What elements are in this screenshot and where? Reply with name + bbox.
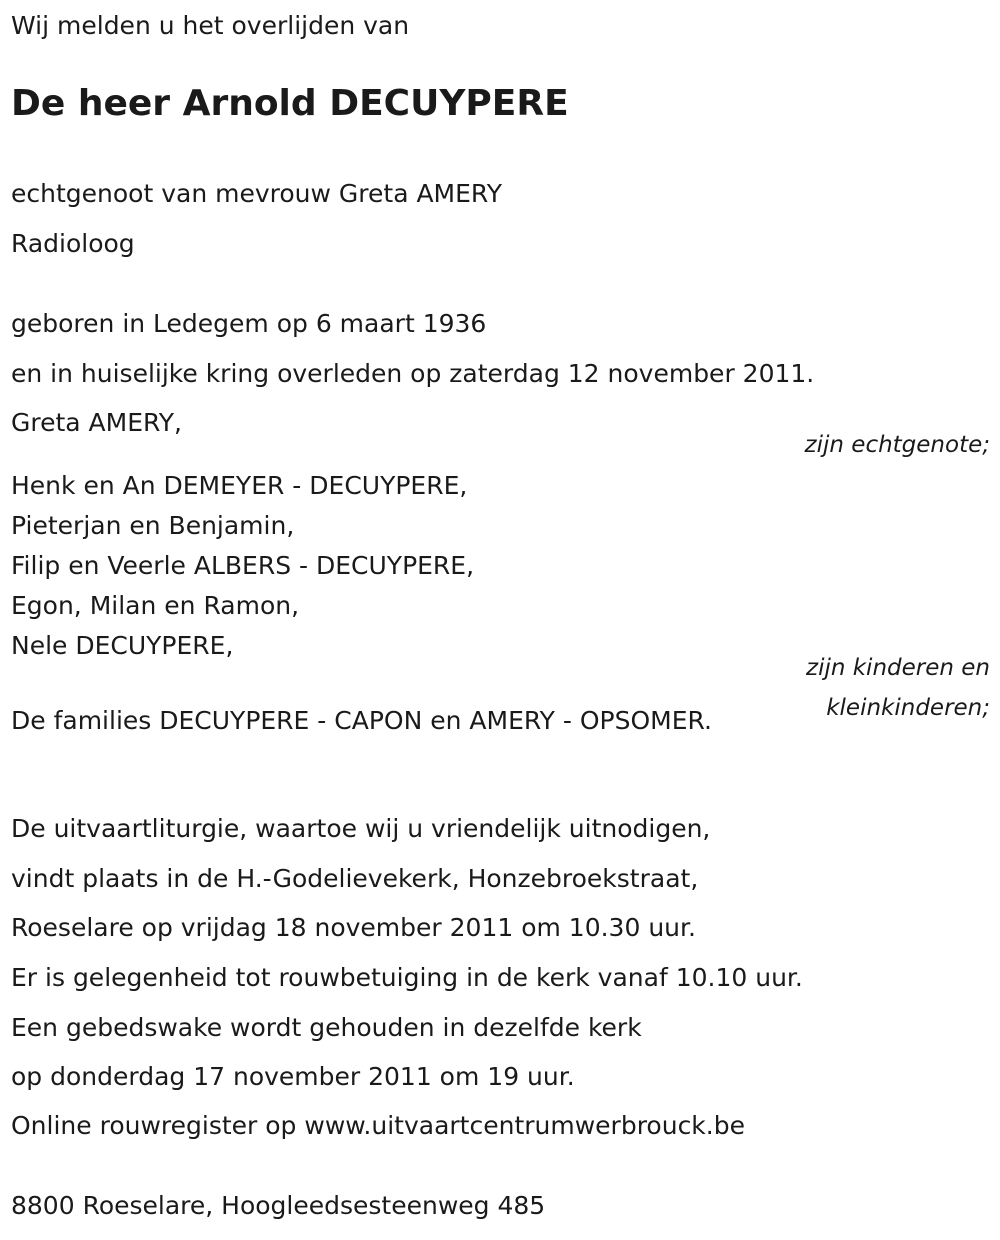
funeral-line: Een gebedswake wordt gehouden in dezelfde kerk [11, 1013, 642, 1042]
death-line: en in huiselijke kring overleden op zaterdag 12 november 2011. [11, 359, 815, 388]
spouse-role: zijn echtgenote; [804, 432, 990, 458]
address-line: 8800 Roeselare, Hoogleedsesteenweg 485 [11, 1191, 546, 1220]
notice-intro: Wij melden u het overlijden van [11, 11, 410, 40]
funeral-line: vindt plaats in de H.-Godelievekerk, Honzebroekstraat, [11, 864, 699, 893]
families-line: De families DECUYPERE - CAPON en AMERY - OPSOMER. [11, 706, 712, 735]
child-line: Nele DECUYPERE, [11, 631, 234, 660]
funeral-line: Roeselare op vrijdag 18 november 2011 om 10.30 uur. [11, 913, 696, 942]
child-line: Egon, Milan en Ramon, [11, 591, 300, 620]
deceased-name-heading: De heer Arnold DECUYPERE [11, 83, 569, 124]
spouse-name: Greta AMERY, [11, 408, 183, 437]
child-line: Filip en Veerle ALBERS - DECUYPERE, [11, 551, 475, 580]
children-role-line-1: zijn kinderen en [806, 655, 990, 681]
children-role-line-2: kleinkinderen; [826, 695, 990, 721]
profession: Radioloog [11, 229, 135, 258]
child-line: Pieterjan en Benjamin, [11, 511, 295, 540]
spouse-line: echtgenoot van mevrouw Greta AMERY [11, 179, 502, 208]
online-register-line: Online rouwregister op www.uitvaartcentrumwerbrouck.be [11, 1111, 745, 1140]
birth-line: geboren in Ledegem op 6 maart 1936 [11, 309, 487, 338]
funeral-line: op donderdag 17 november 2011 om 19 uur. [11, 1062, 575, 1091]
funeral-line: Er is gelegenheid tot rouwbetuiging in de kerk vanaf 10.10 uur. [11, 963, 803, 992]
child-line: Henk en An DEMEYER - DECUYPERE, [11, 471, 468, 500]
funeral-line: De uitvaartliturgie, waartoe wij u vriendelijk uitnodigen, [11, 814, 711, 843]
